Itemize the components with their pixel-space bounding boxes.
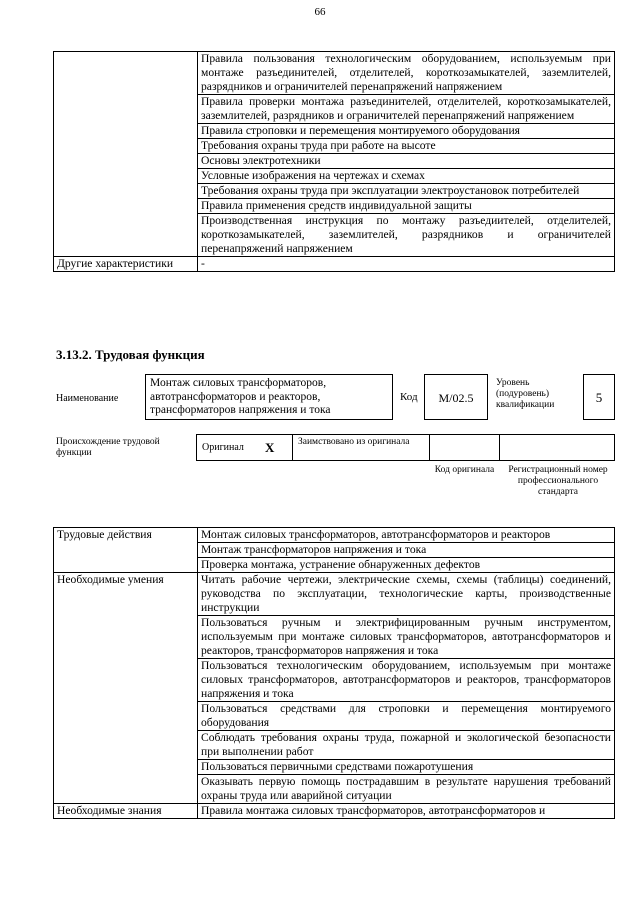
knowledge-item: Производственная инструкция по монтажу разъедиителей, отделителей, короткозамыкателей, заземлителей, разрядников и ограничителей перенапряжений напряжением (198, 214, 615, 257)
level-value: 5 (595, 390, 603, 405)
borrowed-cell (292, 434, 430, 461)
action-item: Проверка монтажа, устранение обнаруженных дефектов (198, 558, 615, 573)
action-item: Монтаж трансформаторов напряжения и тока (198, 543, 615, 558)
reg-number-cell (499, 434, 615, 461)
function-name: Монтаж силовых трансформаторов, автотрансформаторов и реакторов, трансформаторов напряжения и тока (150, 377, 331, 416)
knowledge-item: Правила строповки и перемещения монтируемого оборудования (198, 124, 615, 139)
level-label: Уровень (подуровень) квалификации (496, 378, 555, 410)
knowledge-item: Правила пользования технологическим оборудованием, используемым при монтаже разъединителей, отделителей, короткозамыкателей, заземлителей, разрядников и ограничителей перенапряжений напряжением (198, 52, 615, 95)
section-title: 3.13.2. Трудовая функция (56, 347, 205, 362)
skill-item: Соблюдать требования охраны труда, пожарной и экологической безопасности при выполнении работ (198, 731, 615, 760)
knowledge-item: Правила применения средств индивидуальной защиты (198, 199, 615, 214)
other-characteristics-value: - (198, 257, 615, 272)
knowledge-item: Требования охраны труда при эксплуатации электроустановок потребителей (198, 184, 615, 199)
code-label: Код (400, 391, 418, 403)
knowledge-item: Требования охраны труда при работе на высоте (198, 139, 615, 154)
skill-item: Пользоваться первичными средствами пожаротушения (198, 760, 615, 775)
origin-code-cell (429, 434, 500, 461)
knowledge-item: Основы электротехники (198, 154, 615, 169)
knowledge-item: Условные изображения на чертежах и схемах (198, 169, 615, 184)
empty-label-cell (54, 52, 198, 257)
original-cell (196, 434, 293, 461)
origin-label: Происхождение трудовой функции (56, 437, 160, 458)
skill-item: Пользоваться ручным и электрифицированным ручным инструментом, используемым при монтаже силовых трансформаторов, автотрансформаторов и реакторов, трансформаторов напряжения и тока (198, 616, 615, 659)
skill-item: Пользоваться технологическим оборудованием, используемым при монтаже силовых трансформаторов, автотрансформаторов и реакторов, трансформаторов напряжения и тока (198, 659, 615, 702)
original-mark: X (265, 440, 275, 455)
actions-label: Трудовые действия (54, 528, 198, 573)
skills-label: Необходимые умения (54, 573, 198, 804)
knowledge-item: Правила монтажа силовых трансформаторов, автотрансформаторов и (198, 804, 615, 819)
knowledge-table-continued (53, 51, 615, 272)
knowledge-item: Правила проверки монтажа разъединителей, отделителей, короткозамыкателей, заземлителей, разрядников и ограничителей перенапряжений напряжением (198, 95, 615, 124)
other-characteristics-label: Другие характеристики (54, 257, 198, 272)
origin-code-caption: Код оригинала (434, 465, 495, 475)
action-item: Монтаж силовых трансформаторов, автотрансформаторов и реакторов (198, 528, 615, 543)
knowledge-label: Необходимые знания (54, 804, 198, 819)
skill-item: Оказывать первую помощь пострадавшим в результате нарушения требований охраны труда или аварийной ситуации (198, 775, 615, 804)
skill-item: Пользоваться средствами для строповки и перемещения монтируемого оборудования (198, 702, 615, 731)
page-number: 66 (314, 6, 326, 18)
skill-item: Читать рабочие чертежи, электрические схемы, схемы (таблицы) соединений, руководства по эксплуатации, технологические карты, производственные инструкции (198, 573, 615, 616)
code-value: М/02.5 (438, 391, 474, 405)
code-value-box (424, 374, 488, 420)
level-value-box (583, 374, 615, 420)
name-value-box (145, 374, 393, 420)
reg-number-caption: Регистрационный номер профессионального стандарта (508, 465, 608, 497)
original-label: Оригинал (202, 442, 244, 453)
borrowed-label: Заимствовано из оригинала (298, 437, 410, 447)
name-label: Наименование (56, 393, 119, 404)
function-details-table (53, 527, 615, 819)
